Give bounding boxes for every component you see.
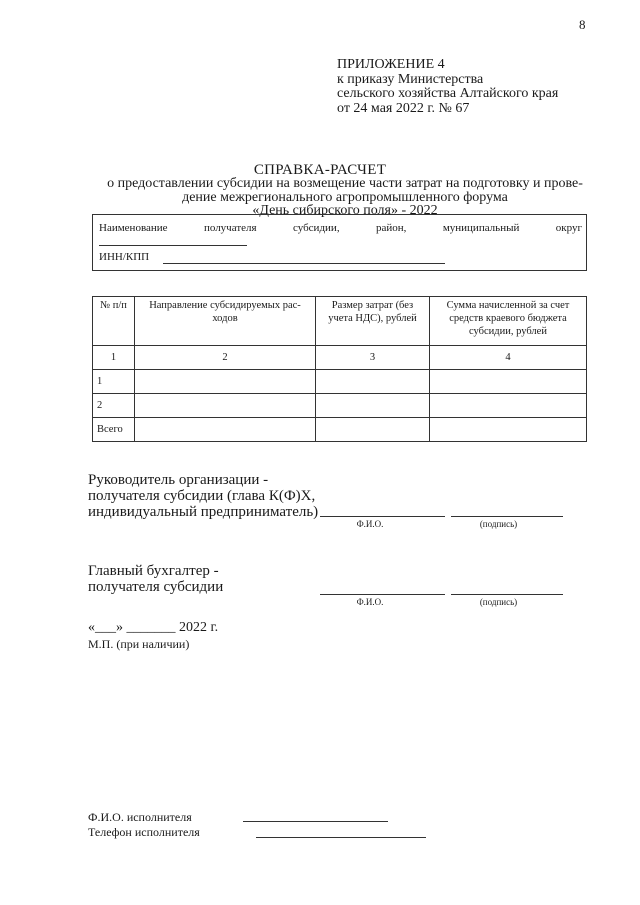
recipient-word: субсидии, xyxy=(292,222,340,234)
row-label: 2 xyxy=(93,394,135,418)
head-label-line-1: Руководитель организации - xyxy=(88,472,269,488)
header-direction: Направление субсидируемых рас-ходов xyxy=(135,297,316,346)
accountant-signature-label xyxy=(88,563,223,595)
recipient-word: район, xyxy=(375,222,407,234)
column-number: 4 xyxy=(430,346,587,370)
page-number: 8 xyxy=(579,17,586,32)
table-cell[interactable] xyxy=(430,418,587,442)
row-label: 1 xyxy=(93,370,135,394)
table-header-row xyxy=(93,297,587,346)
header-number: № п/п xyxy=(93,297,135,346)
executor-name-field[interactable] xyxy=(243,821,388,822)
recipient-word: муниципальный xyxy=(442,222,520,234)
recipient-name-field[interactable] xyxy=(99,245,247,246)
accountant-label-line-1: Главный бухгалтер - xyxy=(88,563,219,579)
subtitle-line-3: «День сибирского поля» - 2022 xyxy=(252,203,438,218)
head-signature-field[interactable] xyxy=(451,516,563,517)
head-label-line-3: индивидуальный предприниматель) xyxy=(88,504,319,520)
table-cell[interactable] xyxy=(430,370,587,394)
document-subtitle xyxy=(90,177,600,218)
row-label: Всего xyxy=(93,418,135,442)
annex-order-line: к приказу Министерства xyxy=(337,71,484,87)
table-cell[interactable] xyxy=(135,394,316,418)
seal-note: М.П. (при наличии) xyxy=(88,637,190,651)
executor-phone-field[interactable] xyxy=(256,837,426,838)
annex-header xyxy=(337,58,558,116)
table-cell[interactable] xyxy=(316,418,430,442)
head-label-line-2: получателя субсидии (глава К(Ф)Х, xyxy=(88,488,316,504)
table-cell[interactable] xyxy=(135,370,316,394)
inn-kpp-field[interactable] xyxy=(163,263,445,264)
annex-date-line: от 24 мая 2022 г. № 67 xyxy=(337,100,470,116)
annex-ministry-line: сельского хозяйства Алтайского края xyxy=(337,86,559,101)
head-signature-caption: (подпись) xyxy=(479,519,518,529)
subtitle-line-2: дение межрегионального агропромышленного форума xyxy=(182,189,508,205)
head-signature-label xyxy=(88,472,318,520)
executor-phone-label: Телефон исполнителя xyxy=(88,825,200,839)
accountant-signature-caption: (подпись) xyxy=(479,597,518,607)
recipient-box xyxy=(92,214,587,271)
accountant-name-caption: Ф.И.О. xyxy=(356,597,384,607)
accountant-name-field[interactable] xyxy=(320,594,445,595)
document-title: СПРАВКА-РАСЧЕТ xyxy=(253,162,387,178)
head-name-caption: Ф.И.О. xyxy=(356,519,384,529)
accountant-label-line-2: получателя субсидии xyxy=(88,579,224,595)
date-field[interactable]: «___» _______ 2022 г. xyxy=(88,620,219,635)
recipient-word: Наименование xyxy=(99,222,168,234)
inn-kpp-label: ИНН/КПП xyxy=(99,251,150,263)
calculation-table xyxy=(92,296,587,442)
table-cell[interactable] xyxy=(135,418,316,442)
header-cost: Размер затрат (без учета НДС), рублей xyxy=(316,297,430,346)
head-name-field[interactable] xyxy=(320,516,445,517)
recipient-label xyxy=(99,222,582,234)
table-cell[interactable] xyxy=(316,370,430,394)
recipient-word: получателя xyxy=(203,222,257,234)
table-cell[interactable] xyxy=(430,394,587,418)
executor-name-label: Ф.И.О. исполнителя xyxy=(88,810,192,824)
table-numbering-row xyxy=(93,346,587,370)
header-subsidy: Сумма начисленной за счет средств краевого бюджета субсидии, рублей xyxy=(430,297,587,346)
column-number: 3 xyxy=(316,346,430,370)
column-number: 2 xyxy=(135,346,316,370)
table-row xyxy=(93,370,587,394)
recipient-word: округ xyxy=(555,222,582,234)
accountant-signature-field[interactable] xyxy=(451,594,563,595)
table-row xyxy=(93,394,587,418)
subtitle-line-1: о предоставлении субсидии на возмещение части затрат на подготовку и прове- xyxy=(107,176,583,191)
table-cell[interactable] xyxy=(316,394,430,418)
column-number: 1 xyxy=(93,346,135,370)
table-total-row xyxy=(93,418,587,442)
annex-title: ПРИЛОЖЕНИЕ 4 xyxy=(337,57,445,72)
